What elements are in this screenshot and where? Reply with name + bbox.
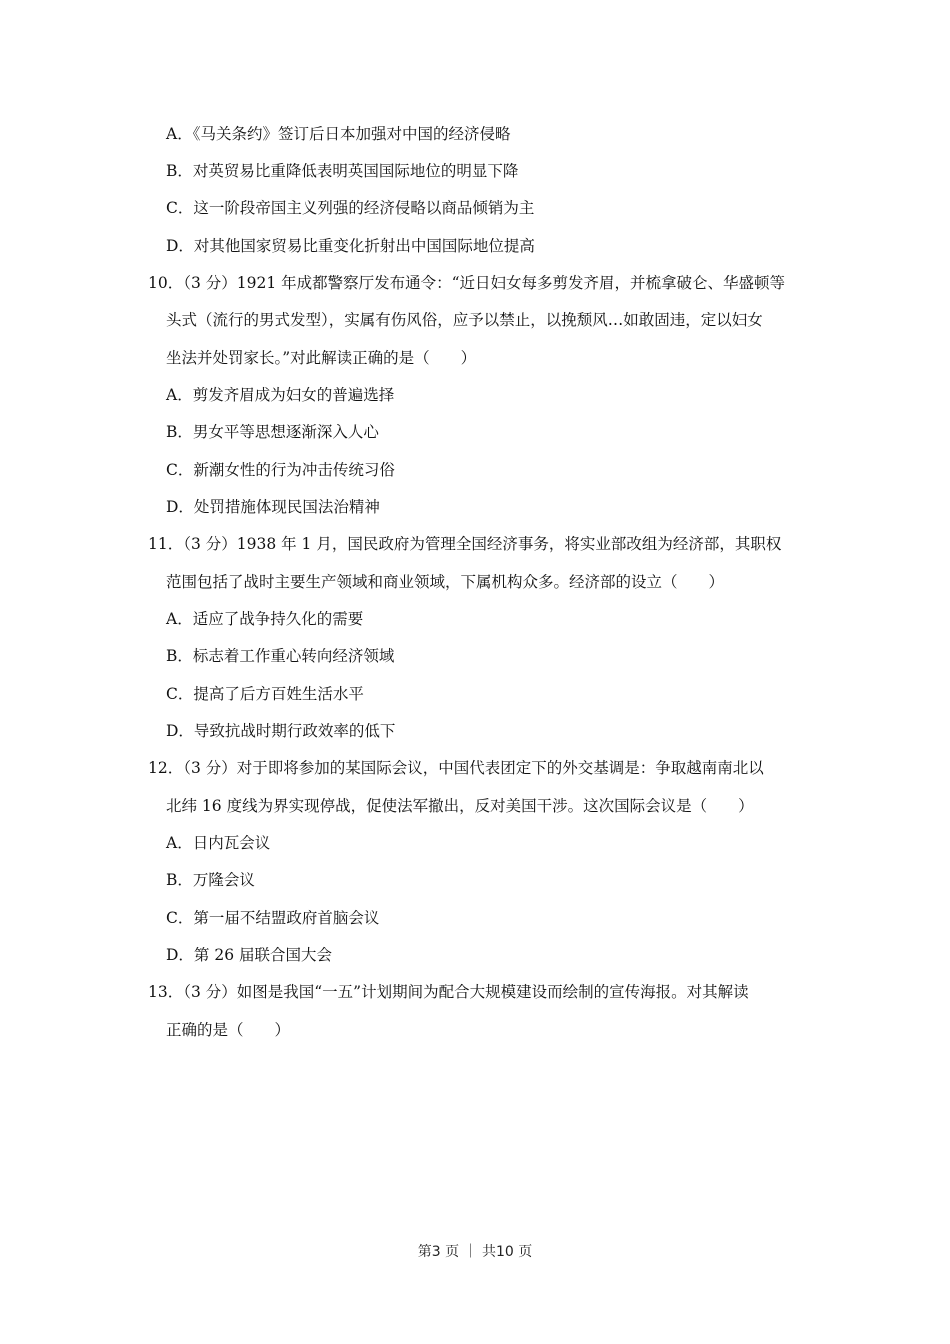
q13-stem-line1: 13．（3 分）如图是我国“一五”计划期间为配合大规模建设而绘制的宣传海报。对其解读 (148, 983, 749, 1001)
q10-stem-line1: 10．（3 分）1921 年成都警察厅发布通令：“近日妇女每多剪发齐眉，并梳拿破仑、华盛顿等 (148, 274, 786, 292)
q13-stem-line2: 正确的是（ ） (166, 1021, 291, 1039)
q10-option-c: C．新潮女性的行为冲击传统习俗 (166, 461, 395, 479)
q12-option-d: D．第 26 届联合国大会 (166, 946, 333, 964)
q11-option-a: A．适应了战争持久化的需要 (166, 610, 364, 628)
q11-option-b: B．标志着工作重心转向经济领域 (166, 647, 395, 665)
q10-option-d: D．处罚措施体现民国法治精神 (166, 498, 380, 516)
q12-stem-line1: 12．（3 分）对于即将参加的某国际会议，中国代表团定下的外交基调是：争取越南南北以 (148, 759, 764, 777)
q11-option-c: C．提高了后方百姓生活水平 (166, 685, 364, 703)
q10-stem-line3: 坐法并处罚家长。”对此解读正确的是（ ） (166, 349, 477, 367)
q9-option-c: C．这一阶段帝国主义列强的经济侵略以商品倾销为主 (166, 199, 535, 217)
q11-stem-line1: 11．（3 分）1938 年 1 月，国民政府为管理全国经济事务，将实业部改组为经济部，其职权 (148, 535, 782, 553)
q10-stem-line2: 头式（流行的男式发型），实属有伤风俗，应予以禁止，以挽颓风…如敢固违，定以妇女 (166, 311, 763, 329)
q12-option-b: B．万隆会议 (166, 871, 255, 889)
q12-stem-line2: 北纬 16 度线为界实现停战，促使法军撤出，反对美国干涉。这次国际会议是（ ） (166, 797, 754, 815)
q12-option-a: A．日内瓦会议 (166, 834, 271, 852)
q12-option-c: C．第一届不结盟政府首脑会议 (166, 909, 380, 927)
q9-option-b: B．对英贸易比重降低表明英国国际地位的明显下降 (166, 162, 519, 180)
q10-option-b: B．男女平等思想逐渐深入人心 (166, 423, 379, 441)
q9-option-a: A．《马关条约》签订后日本加强对中国的经济侵略 (166, 125, 511, 143)
q10-option-a: A．剪发齐眉成为妇女的普遍选择 (166, 386, 395, 404)
q11-option-d: D．导致抗战时期行政效率的低下 (166, 722, 396, 740)
page-footer: 第3 页 ｜ 共10 页 (417, 1244, 533, 1260)
q9-option-d: D．对其他国家贸易比重变化折射出中国国际地位提高 (166, 237, 535, 255)
q11-stem-line2: 范围包括了战时主要生产领域和商业领域，下属机构众多。经济部的设立（ ） (166, 573, 725, 591)
